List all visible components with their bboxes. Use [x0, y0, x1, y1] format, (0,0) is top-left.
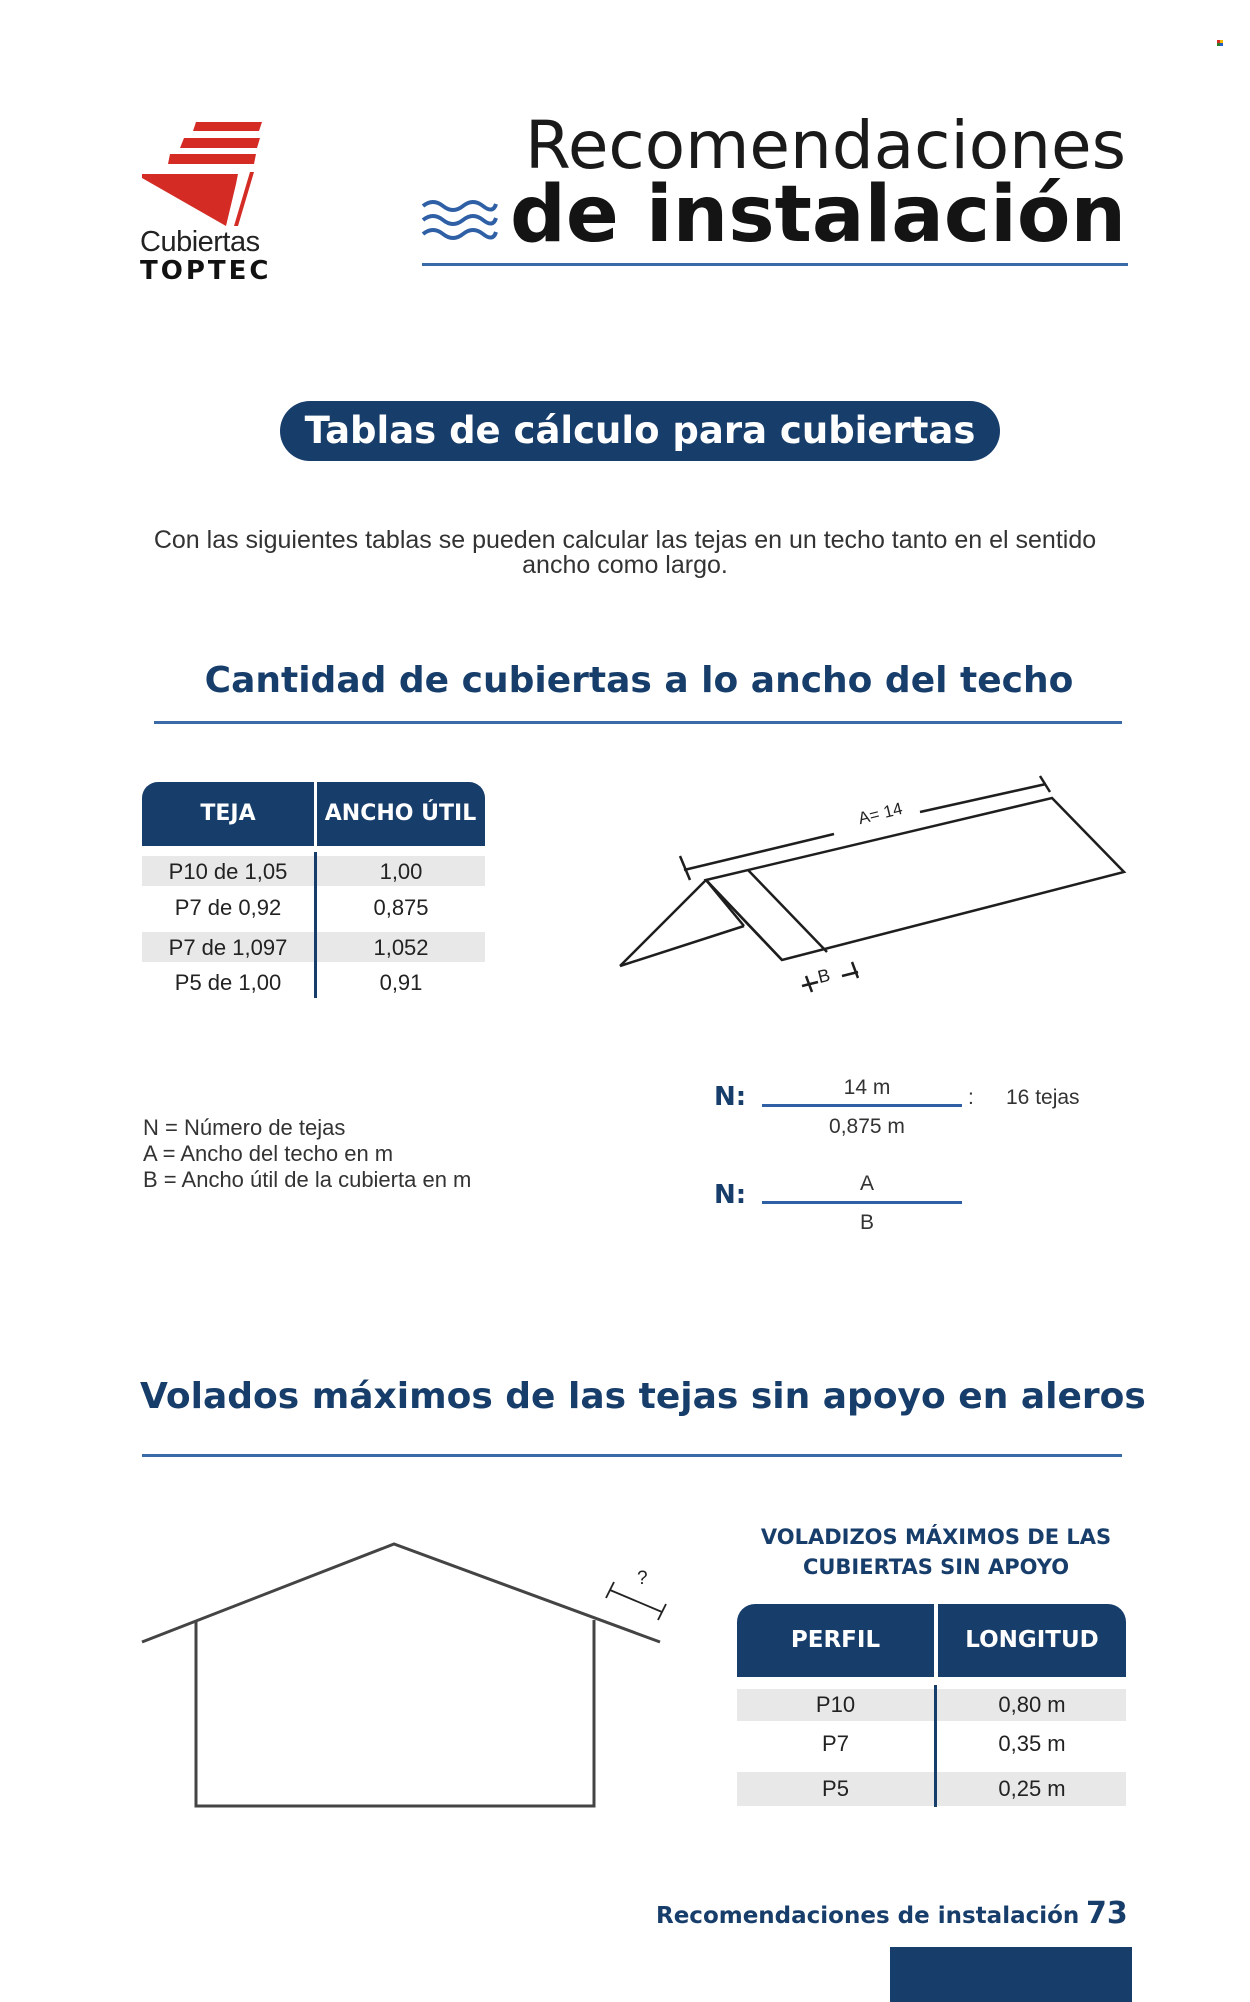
table1-header-divider — [314, 782, 317, 846]
table2-column-divider — [934, 1685, 937, 1807]
formula1-separator: : — [968, 1086, 974, 1109]
table1-cell: 1,00 — [379, 859, 423, 884]
dimension-label-a: A= 14 — [856, 798, 905, 829]
footer-title: Recomendaciones de instalación — [656, 1903, 1080, 1929]
brand-name: Cubiertas — [140, 226, 260, 258]
legend-line: N = Número de tejas — [143, 1115, 346, 1140]
table1-cell: 0,91 — [379, 970, 423, 995]
table1-header-ancho: ANCHO ÚTIL — [324, 801, 477, 826]
roof-width-diagram — [612, 764, 1132, 1014]
section1-underline — [154, 721, 1122, 724]
page-title-line2: de instalación — [510, 170, 1126, 260]
table2-title-line1: VOLADIZOS MÁXIMOS DE LAS — [760, 1525, 1112, 1549]
footer-block — [890, 1947, 1132, 2002]
formula1-denominator: 0,875 m — [829, 1115, 905, 1138]
section2-title: Volados máximos de las tejas sin apoyo en aleros — [140, 1376, 1146, 1417]
legend-line: A = Ancho del techo en m — [143, 1141, 394, 1166]
house-eave-diagram — [138, 1536, 678, 1816]
intro-text: Con las siguientes tablas se pueden calcular las tejas en un techo tanto en el sentido ancho como largo. — [153, 526, 1097, 579]
waves-icon — [420, 196, 498, 244]
table2-title-line2: CUBIERTAS SIN APOYO — [802, 1555, 1070, 1579]
title-underline — [422, 263, 1128, 266]
table1-cell: P10 de 1,05 — [168, 859, 288, 884]
formula2-fraction-bar — [762, 1201, 962, 1204]
table1-cell: 0,875 — [373, 895, 429, 920]
section1-title: Cantidad de cubiertas a lo ancho del techo — [204, 660, 1074, 701]
formula1-fraction-bar — [762, 1104, 962, 1107]
corner-mark — [1217, 40, 1224, 47]
table1-cell: P7 de 1,097 — [168, 935, 288, 960]
table2-header-longitud: LONGITUD — [965, 1627, 1099, 1653]
dimension-label-b: B — [815, 964, 833, 988]
formula1-label: N: — [714, 1082, 747, 1112]
table2-cell: P7 — [822, 1731, 849, 1756]
page-number: 73 — [1086, 1896, 1128, 1931]
table2-cell: P10 — [815, 1692, 856, 1717]
table2-header-perfil: PERFIL — [790, 1627, 881, 1653]
formula2-numerator: A — [859, 1172, 874, 1195]
overhang-question-mark: ? — [637, 1568, 648, 1589]
formula2-denominator: B — [859, 1211, 874, 1234]
table1-cell: P5 de 1,00 — [174, 970, 282, 995]
page-title-line1: Recomendaciones — [524, 107, 1126, 184]
section2-underline — [142, 1454, 1122, 1457]
table2-cell: 0,35 m — [998, 1731, 1066, 1756]
formula1-numerator: 14 m — [843, 1076, 891, 1099]
logo-icon — [138, 118, 266, 228]
table1-header-teja: TEJA — [200, 801, 256, 826]
table2-cell: 0,80 m — [998, 1692, 1066, 1717]
legend-line: B = Ancho útil de la cubierta en m — [143, 1167, 472, 1192]
table2-cell: P5 — [822, 1776, 849, 1801]
table1-cell: 1,052 — [373, 935, 429, 960]
table2-header-divider — [934, 1604, 938, 1677]
section-banner: Tablas de cálculo para cubiertas — [280, 401, 1000, 461]
brand-wordmark: TOPTEC — [140, 256, 272, 286]
formula2-label: N: — [714, 1180, 747, 1210]
table1-cell: P7 de 0,92 — [174, 895, 282, 920]
formula1-result: 16 tejas — [1006, 1086, 1080, 1109]
table2-cell: 0,25 m — [998, 1776, 1066, 1801]
